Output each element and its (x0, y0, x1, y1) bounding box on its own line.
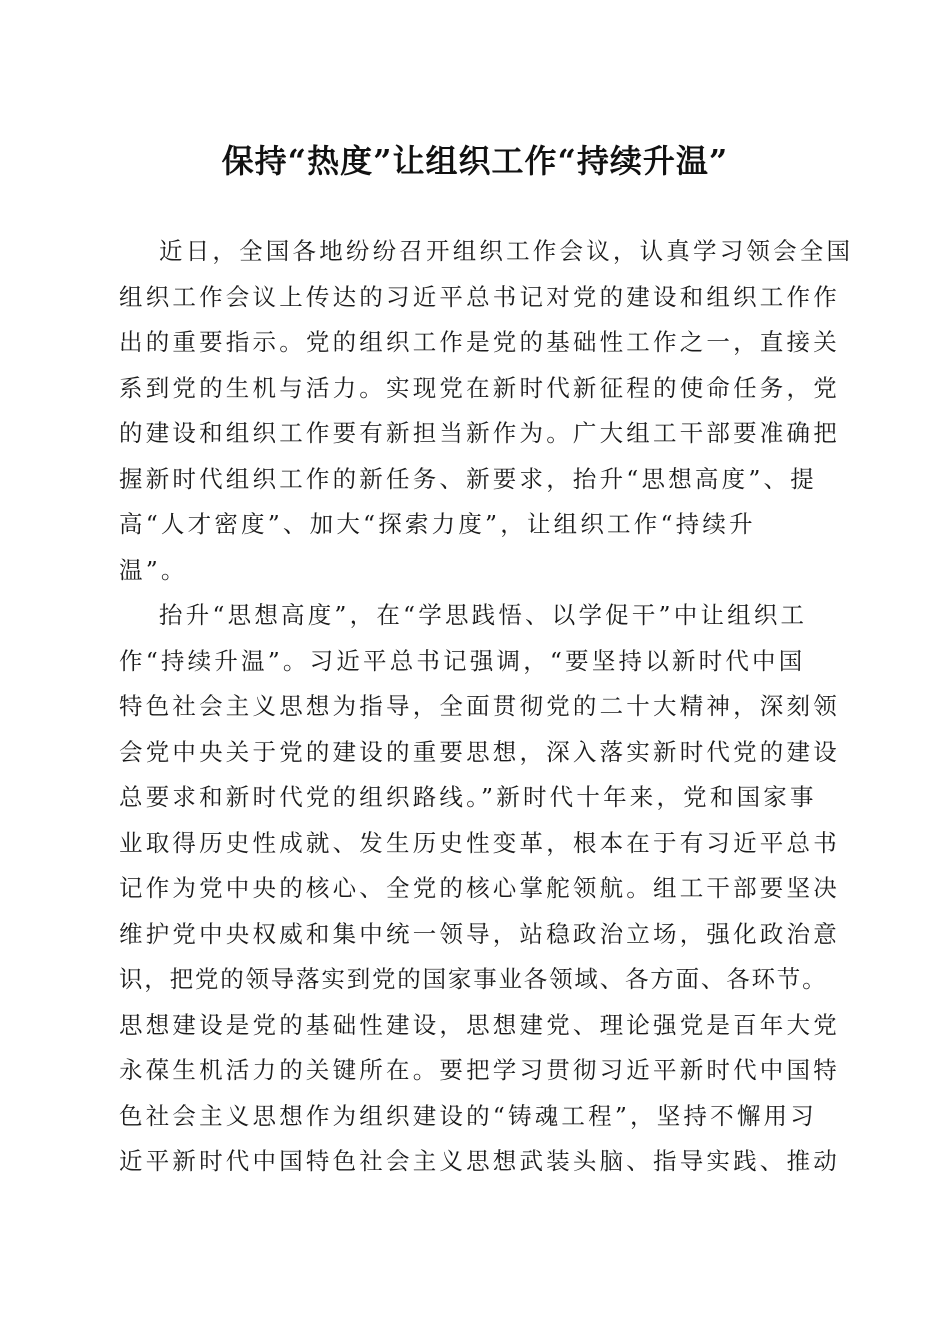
paragraph-1-line-7: 高“人才密度”、加大“探索力度”，让组织工作“持续升 (119, 510, 756, 538)
paragraph-2-line-9: 识，把党的领导落实到党的国家事业各领域、各方面、各环节。 (119, 965, 828, 993)
paragraph-2-line-5: 总要求和新时代党的组织路线。”新时代十年来，党和国家事 (119, 783, 817, 811)
paragraph-2-line-12: 色社会主义思想作为组织建设的“铸魂工程”，坚持不懈用习 (119, 1101, 817, 1130)
paragraph-2-line-4: 会党中央关于党的建设的重要思想，深入落实新时代党的建设 (119, 737, 840, 766)
paragraph-2-line-13: 近平新时代中国特色社会主义思想武装头脑、指导实践、推动 (119, 1147, 840, 1175)
paragraph-1-line-8: 温”。 (119, 555, 188, 584)
paragraph-1-line-6: 握新时代组织工作的新任务、新要求，抬升“思想高度”、提 (119, 464, 817, 493)
paragraph-2-line-11: 永葆生机活力的关键所在。要把学习贯彻习近平新时代中国特 (119, 1056, 840, 1084)
paragraph-1-line-5: 的建设和组织工作要有新担当新作为。广大组工干部要准确把 (119, 419, 840, 447)
paragraph-1-line-2: 组织工作会议上传达的习近平总书记对党的建设和组织工作作 (119, 282, 840, 311)
document-title: 保持“热度”让组织工作“持续升温” (221, 142, 729, 180)
paragraph-2-line-6: 业取得历史性成就、发生历史性变革，根本在于有习近平总书 (119, 828, 840, 857)
paragraph-2-line-1: 抬升“思想高度”，在“学思践悟、以学促干”中让组织工 (159, 601, 808, 629)
paragraph-2-line-2: 作“持续升温”。习近平总书记强调，“要坚持以新时代中国 (119, 646, 806, 675)
paragraph-2-line-8: 维护党中央权威和集中统一领导，站稳政治立场，强化政治意 (119, 919, 840, 948)
paragraph-1-line-4: 系到党的生机与活力。实现党在新时代新征程的使命任务，党 (119, 373, 840, 402)
paragraph-1-line-3: 出的重要指示。党的组织工作是党的基础性工作之一，直接关 (119, 328, 840, 356)
paragraph-2-line-3: 特色社会主义思想为指导，全面贯彻党的二十大精神，深刻领 (119, 692, 840, 720)
paragraph-2-line-7: 记作为党中央的核心、全党的核心掌舵领航。组工干部要坚决 (119, 874, 840, 902)
document-body (119, 229, 854, 1185)
paragraph-1-line-1: 近日，全国各地纷纷召开组织工作会议，认真学习领会全国 (159, 237, 854, 265)
paragraph-2-line-10: 思想建设是党的基础性建设，思想建党、理论强党是百年大党 (119, 1010, 840, 1039)
